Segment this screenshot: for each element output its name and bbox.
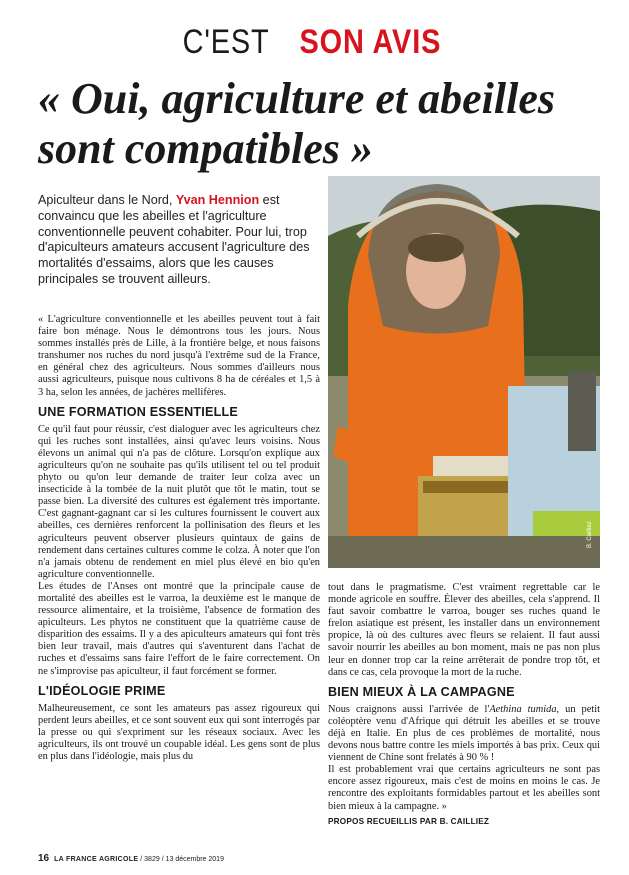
lead-text-end: est convaincu que les abeilles et l'agriculture conventionnelle peuvent cohabiter. Pour lui, trop d'apiculteurs amateurs accusent l'agriculture des mortalités d'essaims, alors que les causes principales se trouvent ailleurs. (38, 193, 310, 286)
photo-credit: B. Cailliez (587, 521, 593, 548)
rubric-prefix: C'EST (182, 23, 270, 61)
issue-date: 13 décembre 2019 (165, 856, 224, 863)
subheading-formation: UNE FORMATION ESSENTIELLE (38, 404, 238, 419)
paragraph-amateurs: Malheureusement, ce sont les amateurs pas assez rigoureux qui perdent leurs abeilles, et ce sont souvent eux qui sont interrogés par la presse ou qui s'expriment sur les réseaux sociaux. Avec les agriculteurs, ils ont trouvé un coupable idéal. Les gens sont de plus en plus dans l'idéologie, mais plus du (38, 702, 320, 762)
paragraph-aethina (328, 704, 600, 764)
paragraph-dialogue: Ce qu'il faut pour réussir, c'est dialoguer avec les agriculteurs chez qui les ruches sont installées, ainsi qu'avec leurs voisins. Nous élevons un animal qui n'a pas de clôture. Lorsqu'on explique aux agriculteurs qu'on ne souhaite pas qu'ils utilisent tel ou tel produit phyto ou qu'on leur demande de traiter leur colza avec un insecticide à la tombée de la nuit plutôt que tôt le matin, tout se passe bien. La diversité des cultures est également très importante. C'est gagnant-gagnant car si les cultures fournissent le couvert aux abeilles, ces dernières renforcent la pollinisation des fleurs et les agriculteurs peuvent observer plusieurs quintaux de gains de rendement dans certaines cultures comme le colza. À noter que l'on n'a jamais obtenu de rendement en miel plus élevé en bio qu'en agriculture conventionnelle. (38, 423, 320, 580)
footer-separator-1: / (140, 856, 143, 863)
subheading-ideologie: L'IDÉOLOGIE PRIME (38, 683, 166, 698)
issue-number: 3829 (144, 856, 160, 863)
article-lead (38, 193, 328, 288)
beekeeper-photo (328, 176, 600, 568)
section-rubric (0, 22, 629, 62)
species-name: Aethina tumida (489, 703, 557, 715)
subheading-campagne: BIEN MIEUX À LA CAMPAGNE (328, 684, 515, 699)
article-headline (38, 74, 608, 174)
interviewee-name: Yvan Hennion (175, 193, 260, 207)
lead-text-start: Apiculteur dans le Nord, (38, 193, 176, 207)
rubric-highlight: SON AVIS (299, 23, 442, 61)
headline-line-1: « Oui, agriculture et abeilles (38, 74, 555, 123)
article-column-1 (38, 314, 320, 763)
intro-paragraph: « L'agriculture conventionnelle et les abeilles peuvent tout à fait faire bon ménage. Nous le démontrons tous les jours. Nous sommes installés près de Lille, à la frontière belge, et nous faisons transhumer nos ruches du nord jusqu'à l'extrême sud de la France, en général chez des agriculteurs. Nous sommes d'ailleurs nous aussi agriculteurs, puisque nous cultivons 8 ha de céréales et 1,5 à 3 ha, selon les années, de jachères mellifères. (38, 314, 320, 398)
footer-separator-2: / (161, 856, 164, 863)
aethina-text-start: Nous craignons aussi l'arrivée de l' (328, 703, 490, 715)
paragraph-anses: Les études de l'Anses ont montré que la principale cause de mortalité des abeilles est le varroa, la deuxième est le manque de ressource alimentaire, et la troisième, l'absence de formation des apiculteurs. Les phytos ne constituent que la quatrième cause de disparition des essaims. Il y a des apiculteurs amateurs qui font très bien leur travail, mais d'autres qui s'aventurent dans l'achat de ruches et d'essaims sans faire l'effort de le faire correctement. On ne s'improvise pas apiculteur, il faut forcément se former. (38, 580, 320, 677)
magazine-name: LA FRANCE AGRICOLE (54, 856, 139, 863)
page-footer (38, 853, 224, 864)
paragraph-pragmatisme: tout dans le pragmatisme. C'est vraiment regrettable car le monde agricole en souffre. Élever des abeilles, cela s'apprend. Il faut savoir combattre le varroa, bouger ses ruches quand le frelon asiatique est présent, les installer dans un environnement propice, là où des cultures avec fleurs se relaient. Il faut aussi savoir nourrir les abeilles au bon moment, mais ne pas non plus leur en donner trop car la reine arrêterait de pondre trop tôt, et dans ce cas, cela provoque la mort de la ruche. (328, 582, 600, 678)
article-signature: PROPOS RECUEILLIS PAR B. CAILLIEZ (328, 816, 490, 826)
beekeeper-illustration (328, 176, 600, 568)
aethina-text-end: , un petit coléoptère venu d'Afrique qui détruit les abeilles et se trouve déjà en Italie. En plus de ces problèmes de mortalité, nous devons nous battre contre les miels importés à bas prix. Ceux qui viennent de Chine sont frelatés à 90 % ! (328, 703, 601, 764)
paragraph-conclusion: Il est probablement vrai que certains agriculteurs ne sont pas encore assez rigoureux, mais c'est de moins en moins le cas. Je rencontre des exploitants formidables partout et les abeilles sont bien mieux à la campagne. » (328, 764, 600, 812)
article-column-2 (328, 582, 600, 828)
headline-line-2: sont compatibles » (38, 124, 373, 173)
page-number: 16 (38, 853, 50, 864)
